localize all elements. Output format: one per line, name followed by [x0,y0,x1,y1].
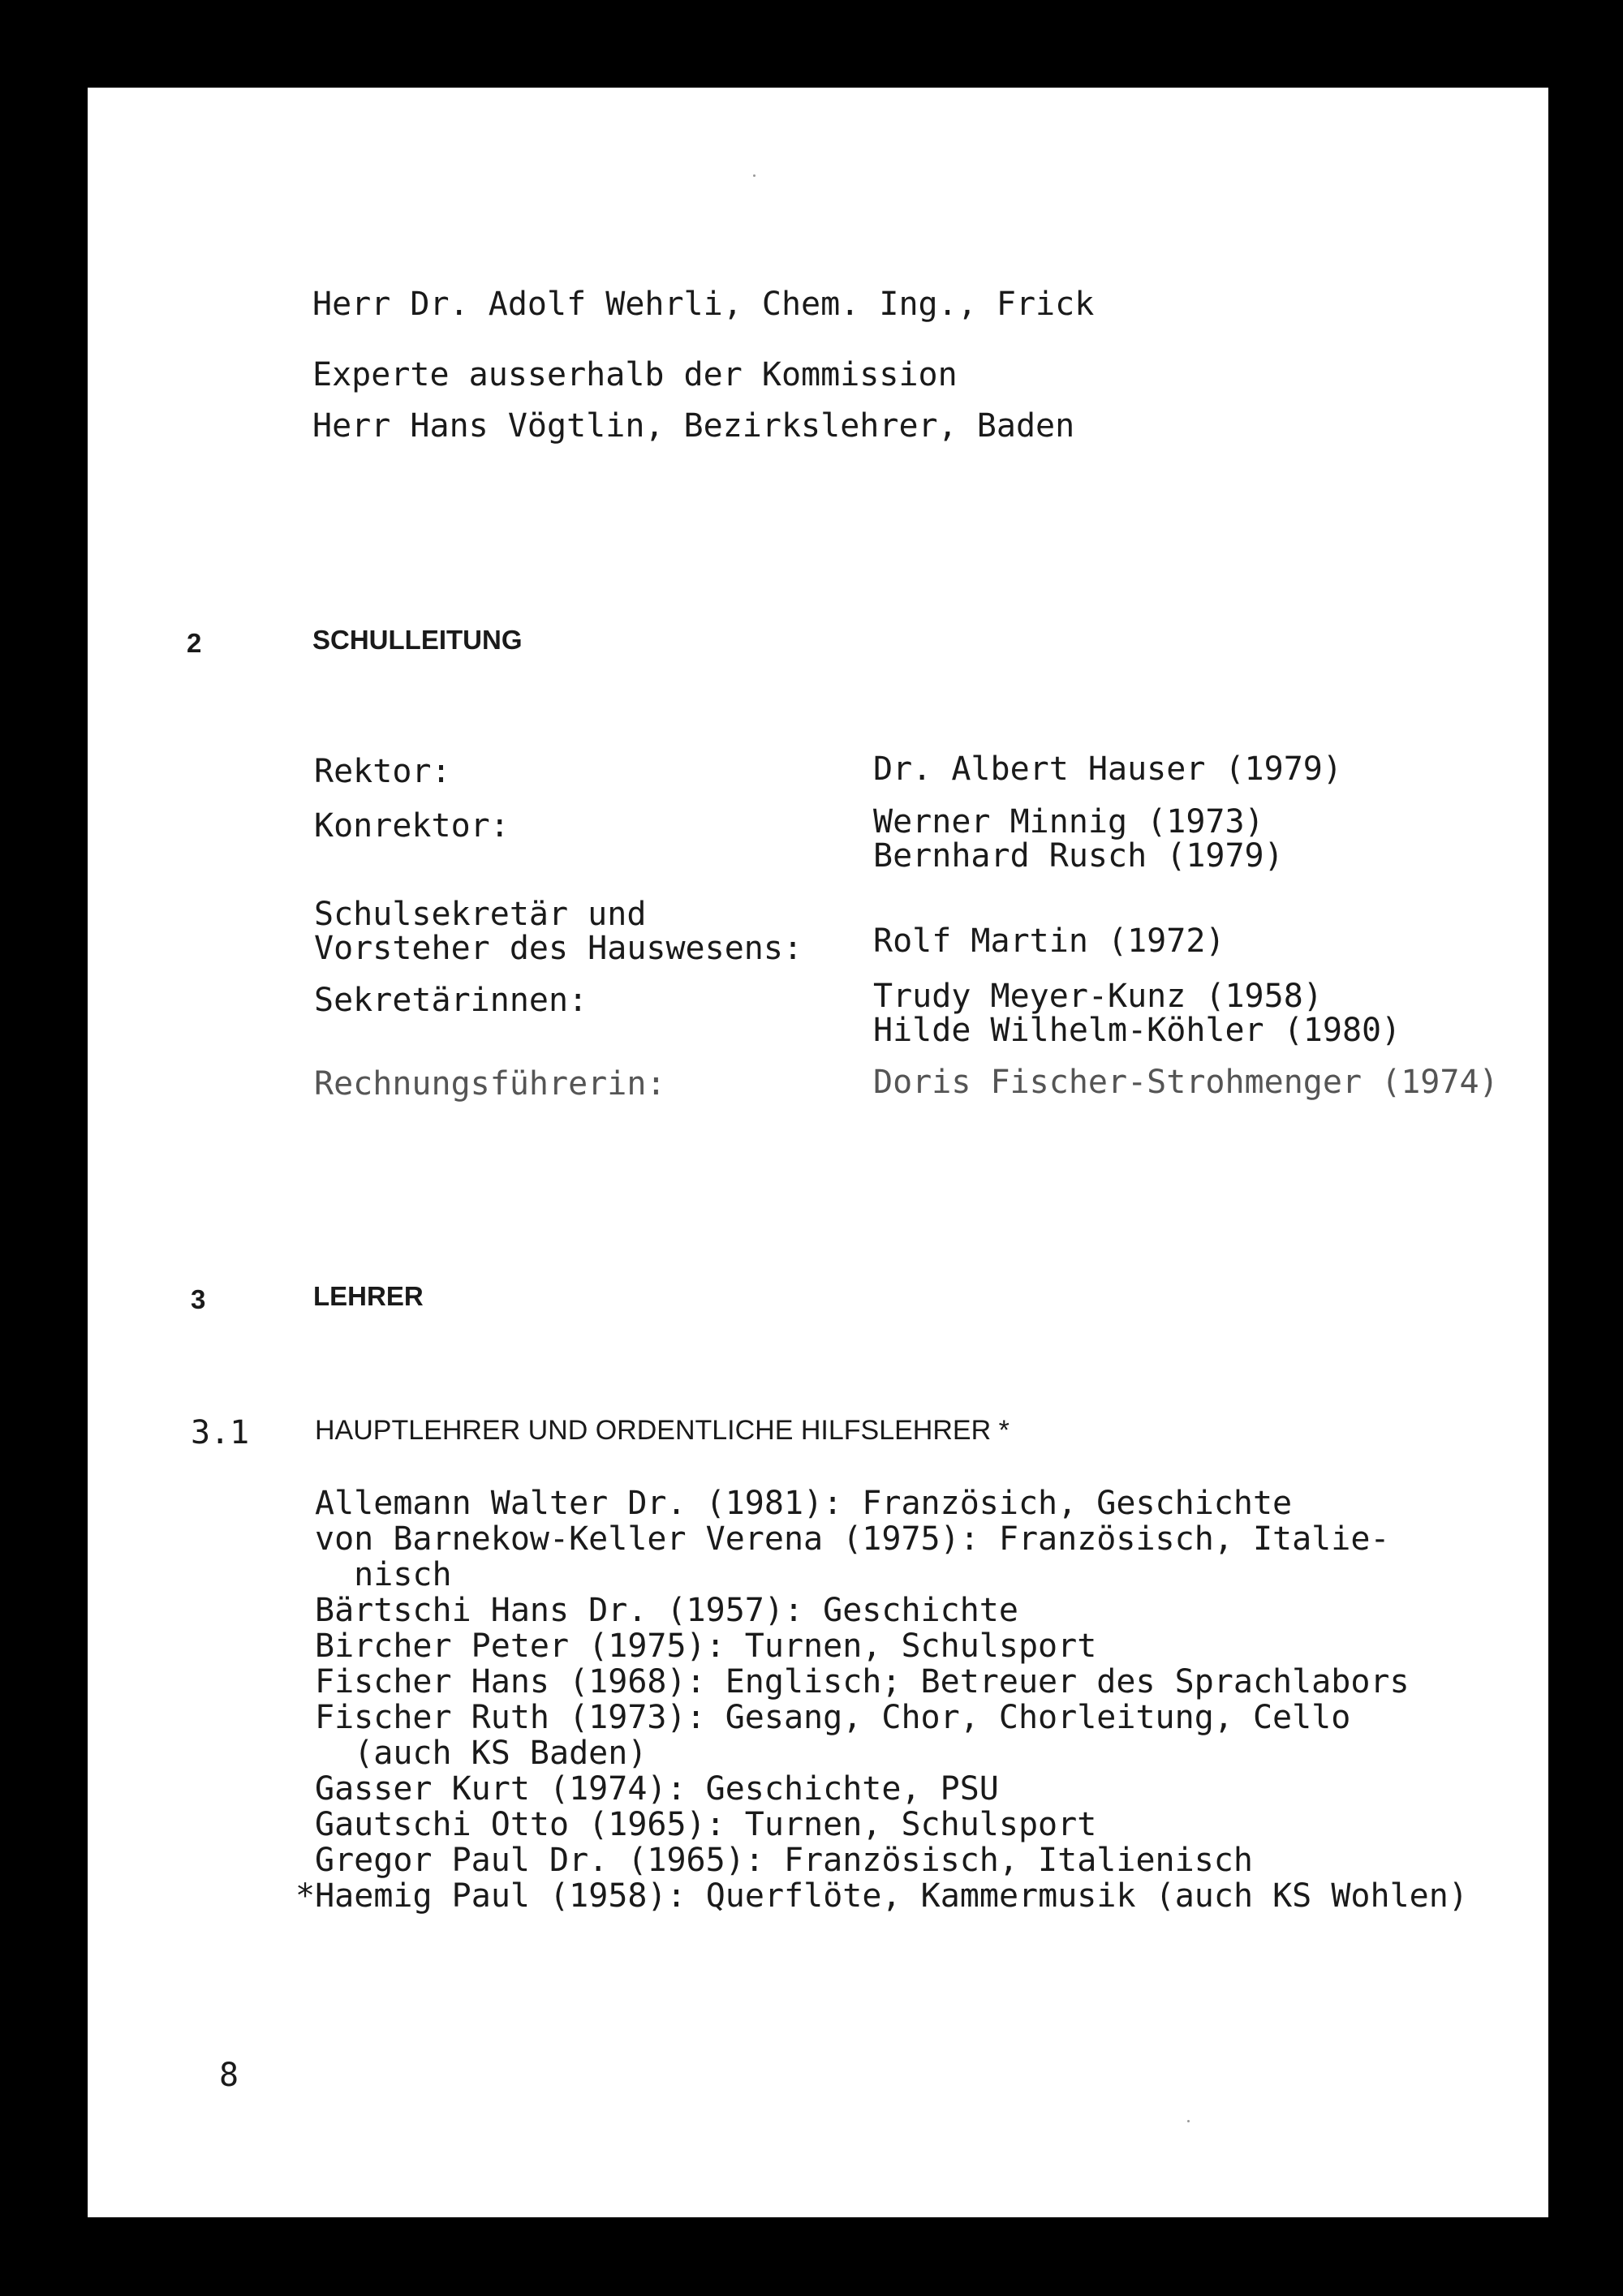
role-schulsekretaer-2: Vorsteher des Hauswesens: [314,930,803,967]
section-3-title: LEHRER [313,1281,424,1311]
name-sekretaerin-2: Hilde Wilhelm-Köhler (1980) [873,1012,1401,1049]
intro-line-3: Herr Hans Vögtlin, Bezirkslehrer, Baden [312,407,1075,445]
section-3-number: 3 [191,1284,206,1314]
teacher-line: Gasser Kurt (1974): Geschichte, PSU [315,1770,999,1808]
page-number: 8 [219,2057,239,2094]
scan-speck [1187,2120,1190,2122]
scan-speck [753,174,756,177]
teacher-line: Fischer Hans (1968): Englisch; Betreuer des Sprachlabors [315,1663,1410,1701]
teacher-line: *Haemig Paul (1958): Querflöte, Kammermusik (auch KS Wohlen) [295,1877,1468,1915]
name-konrektor-2: Bernhard Rusch (1979) [873,837,1284,875]
teacher-line: Bircher Peter (1975): Turnen, Schulsport [315,1627,1097,1665]
name-sekretaerin-1: Trudy Meyer-Kunz (1958) [873,978,1323,1015]
teacher-line: Gregor Paul Dr. (1965): Französisch, Italienisch [315,1842,1253,1879]
teacher-line: Gautschi Otto (1965): Turnen, Schulsport [315,1806,1097,1843]
teacher-line: (auch KS Baden) [315,1735,648,1772]
section-2-title: SCHULLEITUNG [312,625,523,655]
role-konrektor: Konrektor: [314,807,510,845]
section-2-number: 2 [187,628,202,658]
teacher-line: Bärtschi Hans Dr. (1957): Geschichte [315,1592,1018,1629]
name-rechnungsfuehrerin: Doris Fischer-Strohmenger (1974) [873,1064,1499,1101]
name-konrektor-1: Werner Minnig (1973) [873,803,1264,841]
teacher-line: Allemann Walter Dr. (1981): Französich, Geschichte [315,1485,1293,1522]
document-page [88,88,1548,2217]
role-rechnungsfuehrerin: Rechnungsführerin: [314,1065,666,1103]
intro-line-2: Experte ausserhalb der Kommission [312,356,958,393]
teacher-line: nisch [315,1556,452,1593]
teacher-line: von Barnekow-Keller Verena (1975): Französisch, Italie- [315,1520,1390,1558]
teacher-line: Fischer Ruth (1973): Gesang, Chor, Chorleitung, Cello [315,1699,1351,1736]
subsection-number: 3.1 [191,1414,250,1451]
role-rektor: Rektor: [314,753,451,790]
intro-line-1: Herr Dr. Adolf Wehrli, Chem. Ing., Frick [312,286,1095,323]
subsection-title: HAUPTLEHRER UND ORDENTLICHE HILFSLEHRER * [315,1415,1010,1446]
role-sekretaerinnen: Sekretärinnen: [314,982,588,1019]
role-schulsekretaer-1: Schulsekretär und [314,896,647,933]
name-rektor: Dr. Albert Hauser (1979) [873,750,1342,788]
name-schulsekretaer: Rolf Martin (1972) [873,922,1225,960]
